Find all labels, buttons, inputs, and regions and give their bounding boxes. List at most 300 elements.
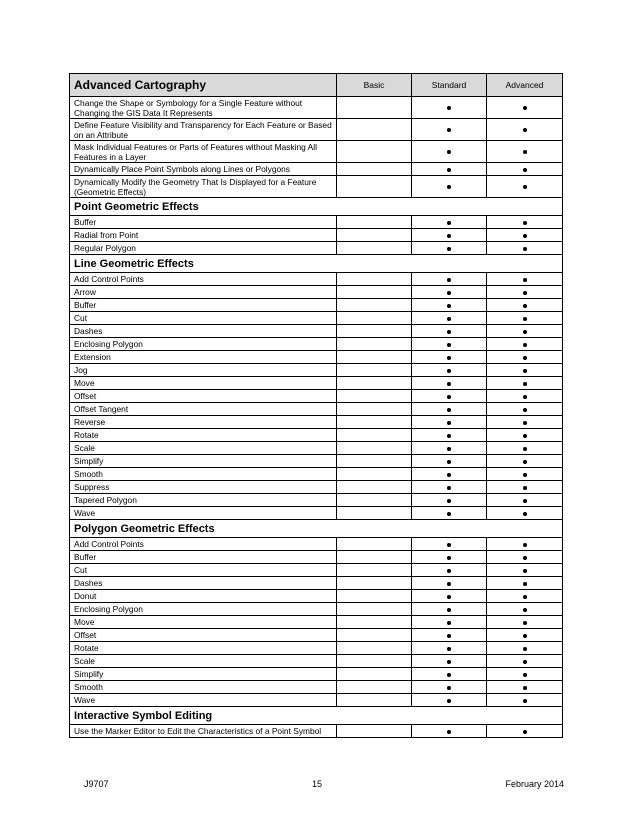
bullet-icon [523,673,527,677]
bullet-icon [523,660,527,664]
table-row [70,416,563,429]
availability-cell-standard [412,429,487,442]
availability-cell-advanced [487,429,563,442]
availability-cell-standard [412,603,487,616]
availability-cell-standard [412,325,487,338]
availability-cell-standard [412,564,487,577]
bullet-icon [523,569,527,573]
availability-cell-standard [412,299,487,312]
availability-cell-advanced [487,286,563,299]
availability-cell-basic [337,668,412,681]
feature-label: Reverse [70,416,337,429]
section-heading-row [70,255,563,273]
availability-cell-standard [412,481,487,494]
availability-cell-advanced [487,564,563,577]
bullet-icon [523,330,527,334]
bullet-icon [447,150,451,154]
bullet-icon [523,221,527,225]
footer-doc-id: J9707 [84,779,109,789]
bullet-icon [523,608,527,612]
availability-cell-basic [337,390,412,403]
bullet-icon [447,421,451,425]
bullet-icon [447,247,451,251]
table-body [70,97,563,738]
bullet-icon [447,185,451,189]
availability-cell-advanced [487,442,563,455]
availability-cell-advanced [487,577,563,590]
bullet-icon [447,369,451,373]
feature-label: Smooth [70,681,337,694]
table-row [70,538,563,551]
bullet-icon [523,168,527,172]
availability-cell-basic [337,242,412,255]
availability-cell-standard [412,416,487,429]
table-row [70,468,563,481]
bullet-icon [523,150,527,154]
availability-cell-advanced [487,338,563,351]
bullet-icon [447,543,451,547]
feature-label: Rotate [70,429,337,442]
table-row [70,590,563,603]
availability-cell-advanced [487,364,563,377]
availability-cell-basic [337,176,412,198]
availability-cell-advanced [487,507,563,520]
availability-cell-advanced [487,455,563,468]
availability-cell-basic [337,507,412,520]
table-row [70,694,563,707]
bullet-icon [523,460,527,464]
feature-label: Smooth [70,468,337,481]
feature-label: Change the Shape or Symbology for a Single Feature without Changing the GIS Data It Represents [70,97,337,119]
availability-cell-basic [337,681,412,694]
bullet-icon [447,634,451,638]
bullet-icon [447,304,451,308]
availability-cell-standard [412,176,487,198]
table-row [70,216,563,229]
table-row [70,403,563,416]
bullet-icon [523,369,527,373]
availability-cell-basic [337,97,412,119]
availability-cell-standard [412,642,487,655]
availability-cell-standard [412,364,487,377]
feature-matrix-table [69,73,563,738]
availability-cell-basic [337,577,412,590]
availability-cell-standard [412,468,487,481]
availability-cell-advanced [487,590,563,603]
availability-cell-basic [337,655,412,668]
availability-cell-basic [337,538,412,551]
availability-cell-standard [412,403,487,416]
availability-cell-advanced [487,163,563,176]
bullet-icon [447,278,451,282]
availability-cell-basic [337,468,412,481]
availability-cell-standard [412,338,487,351]
bullet-icon [523,304,527,308]
availability-cell-standard [412,286,487,299]
bullet-icon [523,447,527,451]
feature-label: Dynamically Modify the Geometry That Is Displayed for a Feature (Geometric Effects) [70,176,337,198]
availability-cell-advanced [487,725,563,738]
bullet-icon [447,168,451,172]
availability-cell-advanced [487,403,563,416]
table-row [70,338,563,351]
availability-cell-advanced [487,494,563,507]
availability-cell-advanced [487,299,563,312]
table-row [70,163,563,176]
table-row [70,481,563,494]
bullet-icon [523,543,527,547]
availability-cell-basic [337,642,412,655]
availability-cell-standard [412,538,487,551]
availability-cell-basic [337,429,412,442]
availability-cell-advanced [487,377,563,390]
feature-label: Rotate [70,642,337,655]
table-row [70,377,563,390]
bullet-icon [447,569,451,573]
table-row [70,229,563,242]
bullet-icon [523,343,527,347]
table-row [70,494,563,507]
feature-label: Extension [70,351,337,364]
bullet-icon [447,343,451,347]
availability-cell-basic [337,325,412,338]
feature-label: Regular Polygon [70,242,337,255]
feature-label: Offset [70,629,337,642]
availability-cell-standard [412,725,487,738]
feature-label: Buffer [70,299,337,312]
table-row [70,616,563,629]
feature-label: Dynamically Place Point Symbols along Lines or Polygons [70,163,337,176]
bullet-icon [447,686,451,690]
availability-cell-advanced [487,325,563,338]
bullet-icon [523,408,527,412]
availability-cell-advanced [487,229,563,242]
bullet-icon [447,473,451,477]
bullet-icon [523,621,527,625]
availability-cell-basic [337,564,412,577]
feature-label: Simplify [70,455,337,468]
availability-cell-advanced [487,655,563,668]
bullet-icon [447,330,451,334]
availability-cell-advanced [487,119,563,141]
feature-label: Arrow [70,286,337,299]
table-row [70,603,563,616]
feature-label: Move [70,377,337,390]
feature-label: Use the Marker Editor to Edit the Characteristics of a Point Symbol [70,725,337,738]
availability-cell-advanced [487,603,563,616]
bullet-icon [447,621,451,625]
availability-cell-standard [412,590,487,603]
availability-cell-standard [412,229,487,242]
feature-label: Simplify [70,668,337,681]
table-row [70,176,563,198]
availability-cell-basic [337,455,412,468]
table-row [70,299,563,312]
availability-cell-basic [337,273,412,286]
bullet-icon [523,512,527,516]
availability-cell-advanced [487,416,563,429]
availability-cell-advanced [487,141,563,163]
availability-cell-basic [337,299,412,312]
table-row [70,97,563,119]
bullet-icon [523,499,527,503]
availability-cell-basic [337,616,412,629]
availability-cell-advanced [487,216,563,229]
feature-label: Mask Individual Features or Parts of Features without Masking All Features in a Layer [70,141,337,163]
feature-label: Cut [70,564,337,577]
bullet-icon [447,660,451,664]
availability-cell-advanced [487,681,563,694]
table-row [70,312,563,325]
bullet-icon [523,317,527,321]
bullet-icon [523,106,527,110]
bullet-icon [523,434,527,438]
availability-cell-advanced [487,481,563,494]
feature-label: Offset Tangent [70,403,337,416]
feature-label: Jog [70,364,337,377]
table-header-row [70,74,563,97]
feature-label: Donut [70,590,337,603]
feature-label: Dashes [70,325,337,338]
availability-cell-standard [412,97,487,119]
feature-label: Tapered Polygon [70,494,337,507]
section-heading-row [70,198,563,216]
feature-label: Wave [70,507,337,520]
bullet-icon [447,234,451,238]
bullet-icon [447,647,451,651]
bullet-icon [523,647,527,651]
availability-cell-standard [412,273,487,286]
availability-cell-basic [337,590,412,603]
availability-cell-advanced [487,668,563,681]
availability-cell-advanced [487,694,563,707]
table-row [70,668,563,681]
availability-cell-standard [412,655,487,668]
table-row [70,455,563,468]
availability-cell-advanced [487,273,563,286]
feature-label: Wave [70,694,337,707]
bullet-icon [523,473,527,477]
availability-cell-basic [337,442,412,455]
bullet-icon [447,356,451,360]
column-header-basic: Basic [337,74,412,97]
table-row [70,725,563,738]
availability-cell-advanced [487,312,563,325]
availability-cell-advanced [487,97,563,119]
availability-cell-basic [337,229,412,242]
availability-cell-advanced [487,629,563,642]
bullet-icon [447,499,451,503]
availability-cell-standard [412,163,487,176]
availability-cell-basic [337,119,412,141]
availability-cell-standard [412,216,487,229]
availability-cell-basic [337,141,412,163]
availability-cell-advanced [487,551,563,564]
availability-cell-standard [412,668,487,681]
bullet-icon [447,395,451,399]
footer-page-number: 15 [312,779,323,789]
bullet-icon [523,356,527,360]
bullet-icon [447,608,451,612]
bullet-icon [447,460,451,464]
feature-label: Dashes [70,577,337,590]
bullet-icon [447,221,451,225]
bullet-icon [447,317,451,321]
bullet-icon [523,556,527,560]
availability-cell-basic [337,416,412,429]
bullet-icon [523,185,527,189]
availability-cell-basic [337,551,412,564]
section-heading: Point Geometric Effects [70,198,563,216]
table-row [70,141,563,163]
availability-cell-basic [337,377,412,390]
availability-cell-standard [412,141,487,163]
availability-cell-basic [337,481,412,494]
bullet-icon [447,595,451,599]
bullet-icon [523,421,527,425]
availability-cell-basic [337,216,412,229]
bullet-icon [523,234,527,238]
feature-label: Move [70,616,337,629]
availability-cell-standard [412,351,487,364]
feature-label: Offset [70,390,337,403]
availability-cell-basic [337,163,412,176]
table-row [70,564,563,577]
availability-cell-standard [412,694,487,707]
bullet-icon [447,447,451,451]
table-row [70,242,563,255]
feature-label: Cut [70,312,337,325]
table-row [70,325,563,338]
availability-cell-basic [337,603,412,616]
table-row [70,655,563,668]
availability-cell-standard [412,494,487,507]
availability-cell-basic [337,351,412,364]
availability-cell-standard [412,629,487,642]
bullet-icon [447,106,451,110]
table-row [70,577,563,590]
bullet-icon [447,128,451,132]
feature-label: Enclosing Polygon [70,603,337,616]
bullet-icon [523,382,527,386]
column-header-advanced: Advanced [487,74,563,97]
feature-label: Buffer [70,551,337,564]
availability-cell-standard [412,577,487,590]
section-heading-row [70,707,563,725]
availability-cell-basic [337,364,412,377]
table-row [70,442,563,455]
bullet-icon [447,382,451,386]
availability-cell-standard [412,507,487,520]
feature-label: Define Feature Visibility and Transparency for Each Feature or Based on an Attribute [70,119,337,141]
availability-cell-standard [412,551,487,564]
bullet-icon [523,291,527,295]
table-row [70,273,563,286]
availability-cell-basic [337,494,412,507]
section-heading-row [70,520,563,538]
availability-cell-advanced [487,242,563,255]
availability-cell-standard [412,242,487,255]
availability-cell-advanced [487,642,563,655]
section-heading: Line Geometric Effects [70,255,563,273]
feature-label: Add Control Points [70,273,337,286]
availability-cell-basic [337,694,412,707]
availability-cell-advanced [487,390,563,403]
table-row [70,429,563,442]
bullet-icon [447,582,451,586]
table-row [70,629,563,642]
feature-label: Suppress [70,481,337,494]
bullet-icon [447,556,451,560]
table-row [70,681,563,694]
bullet-icon [447,408,451,412]
availability-cell-standard [412,681,487,694]
section-heading: Polygon Geometric Effects [70,520,563,538]
bullet-icon [447,730,451,734]
table-row [70,119,563,141]
availability-cell-basic [337,403,412,416]
bullet-icon [523,634,527,638]
bullet-icon [523,247,527,251]
bullet-icon [523,686,527,690]
availability-cell-basic [337,286,412,299]
section-heading: Interactive Symbol Editing [70,707,563,725]
availability-cell-basic [337,725,412,738]
availability-cell-standard [412,455,487,468]
availability-cell-advanced [487,351,563,364]
availability-cell-advanced [487,538,563,551]
availability-cell-basic [337,338,412,351]
bullet-icon [523,278,527,282]
availability-cell-standard [412,442,487,455]
table-row [70,507,563,520]
feature-label: Radial from Point [70,229,337,242]
table-row [70,286,563,299]
availability-cell-standard [412,377,487,390]
bullet-icon [447,291,451,295]
bullet-icon [447,673,451,677]
feature-label: Scale [70,442,337,455]
feature-label: Add Control Points [70,538,337,551]
bullet-icon [447,699,451,703]
availability-cell-standard [412,616,487,629]
table-title: Advanced Cartography [70,74,337,97]
availability-cell-advanced [487,616,563,629]
bullet-icon [523,582,527,586]
availability-cell-advanced [487,468,563,481]
table-row [70,390,563,403]
table-row [70,351,563,364]
bullet-icon [447,512,451,516]
availability-cell-standard [412,312,487,325]
bullet-icon [447,434,451,438]
bullet-icon [523,730,527,734]
table-row [70,551,563,564]
availability-cell-standard [412,119,487,141]
availability-cell-basic [337,629,412,642]
column-header-standard: Standard [412,74,487,97]
availability-cell-basic [337,312,412,325]
table-row [70,642,563,655]
bullet-icon [523,486,527,490]
feature-label: Scale [70,655,337,668]
bullet-icon [523,699,527,703]
bullet-icon [523,595,527,599]
bullet-icon [447,486,451,490]
availability-cell-advanced [487,176,563,198]
feature-label: Buffer [70,216,337,229]
feature-label: Enclosing Polygon [70,338,337,351]
